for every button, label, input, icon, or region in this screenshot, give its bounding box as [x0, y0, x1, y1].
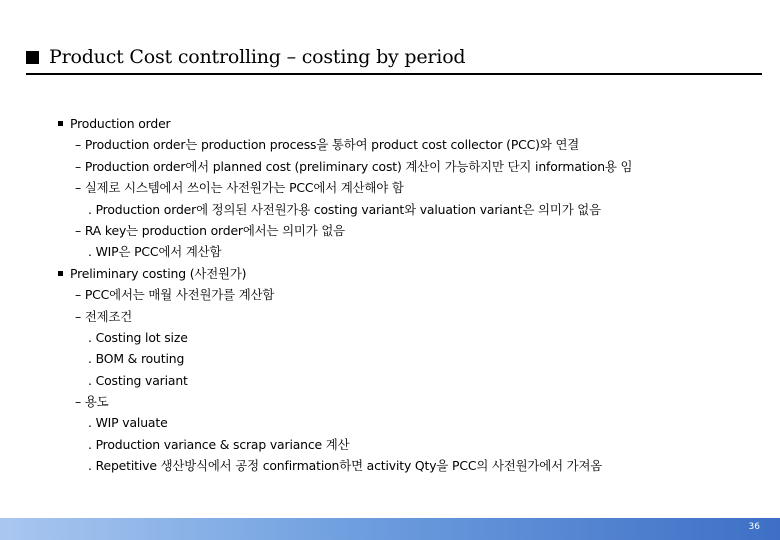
sub-item-text: – 전제조건	[75, 308, 133, 324]
bullet-item	[0, 113, 780, 134]
detail-item	[0, 455, 780, 476]
sub-item	[0, 177, 780, 198]
sub-item	[0, 156, 780, 177]
sub-item-text: – 실제로 시스템에서 쓰이는 사전원가는 PCC에서 계산해야 함	[75, 180, 404, 196]
slide-title-area	[26, 44, 762, 75]
sub-item-text: – Production order는 production process을 통하여 product cost collector (PCC)와 연결	[75, 137, 580, 153]
sub-item	[0, 134, 780, 155]
detail-item	[0, 348, 780, 369]
title-row	[26, 44, 762, 70]
detail-item-text: . Repetitive 생산방식에서 공정 confirmation하면 activity Qty을 PCC의 사전원가에서 가져옴	[88, 458, 603, 474]
detail-item	[0, 241, 780, 262]
sub-item-text: – Production order에서 planned cost (preliminary cost) 계산이 가능하지만 단지 information용 임	[75, 158, 633, 174]
sub-item	[0, 306, 780, 327]
sub-item	[0, 220, 780, 241]
detail-item-text: . Costing lot size	[88, 329, 188, 345]
square-bullet-icon	[26, 51, 39, 64]
detail-item	[0, 327, 780, 348]
footer-bar	[0, 518, 780, 540]
detail-item-text: . WIP valuate	[88, 415, 168, 431]
detail-item	[0, 370, 780, 391]
title-underline	[26, 73, 762, 75]
bullet-item	[0, 263, 780, 284]
bullet-text: Production order	[70, 116, 171, 131]
detail-item-text: . Costing variant	[88, 372, 188, 388]
detail-item	[0, 434, 780, 455]
sub-item	[0, 284, 780, 305]
detail-item	[0, 199, 780, 220]
detail-item-text: . WIP은 PCC에서 계산함	[88, 244, 222, 260]
slide-title: Product Cost controlling – costing by period	[49, 46, 466, 68]
sub-item-text: – 용도	[75, 394, 109, 410]
slide-body	[0, 113, 780, 477]
square-bullet-icon	[58, 271, 63, 276]
detail-item	[0, 412, 780, 433]
sub-item-text: – PCC에서는 매월 사전원가를 계산함	[75, 287, 275, 303]
detail-item-text: . Production order에 정의된 사전원가용 costing variant와 valuation variant은 의미가 없음	[88, 201, 601, 217]
sub-item-text: – RA key는 production order에서는 의미가 없음	[75, 222, 345, 238]
sub-item	[0, 391, 780, 412]
bullet-text: Preliminary costing (사전원가)	[70, 265, 247, 281]
detail-item-text: . BOM & routing	[88, 351, 185, 367]
detail-item-text: . Production variance & scrap variance 계산	[88, 436, 350, 452]
page-number: 36	[748, 522, 760, 532]
square-bullet-icon	[58, 121, 63, 126]
